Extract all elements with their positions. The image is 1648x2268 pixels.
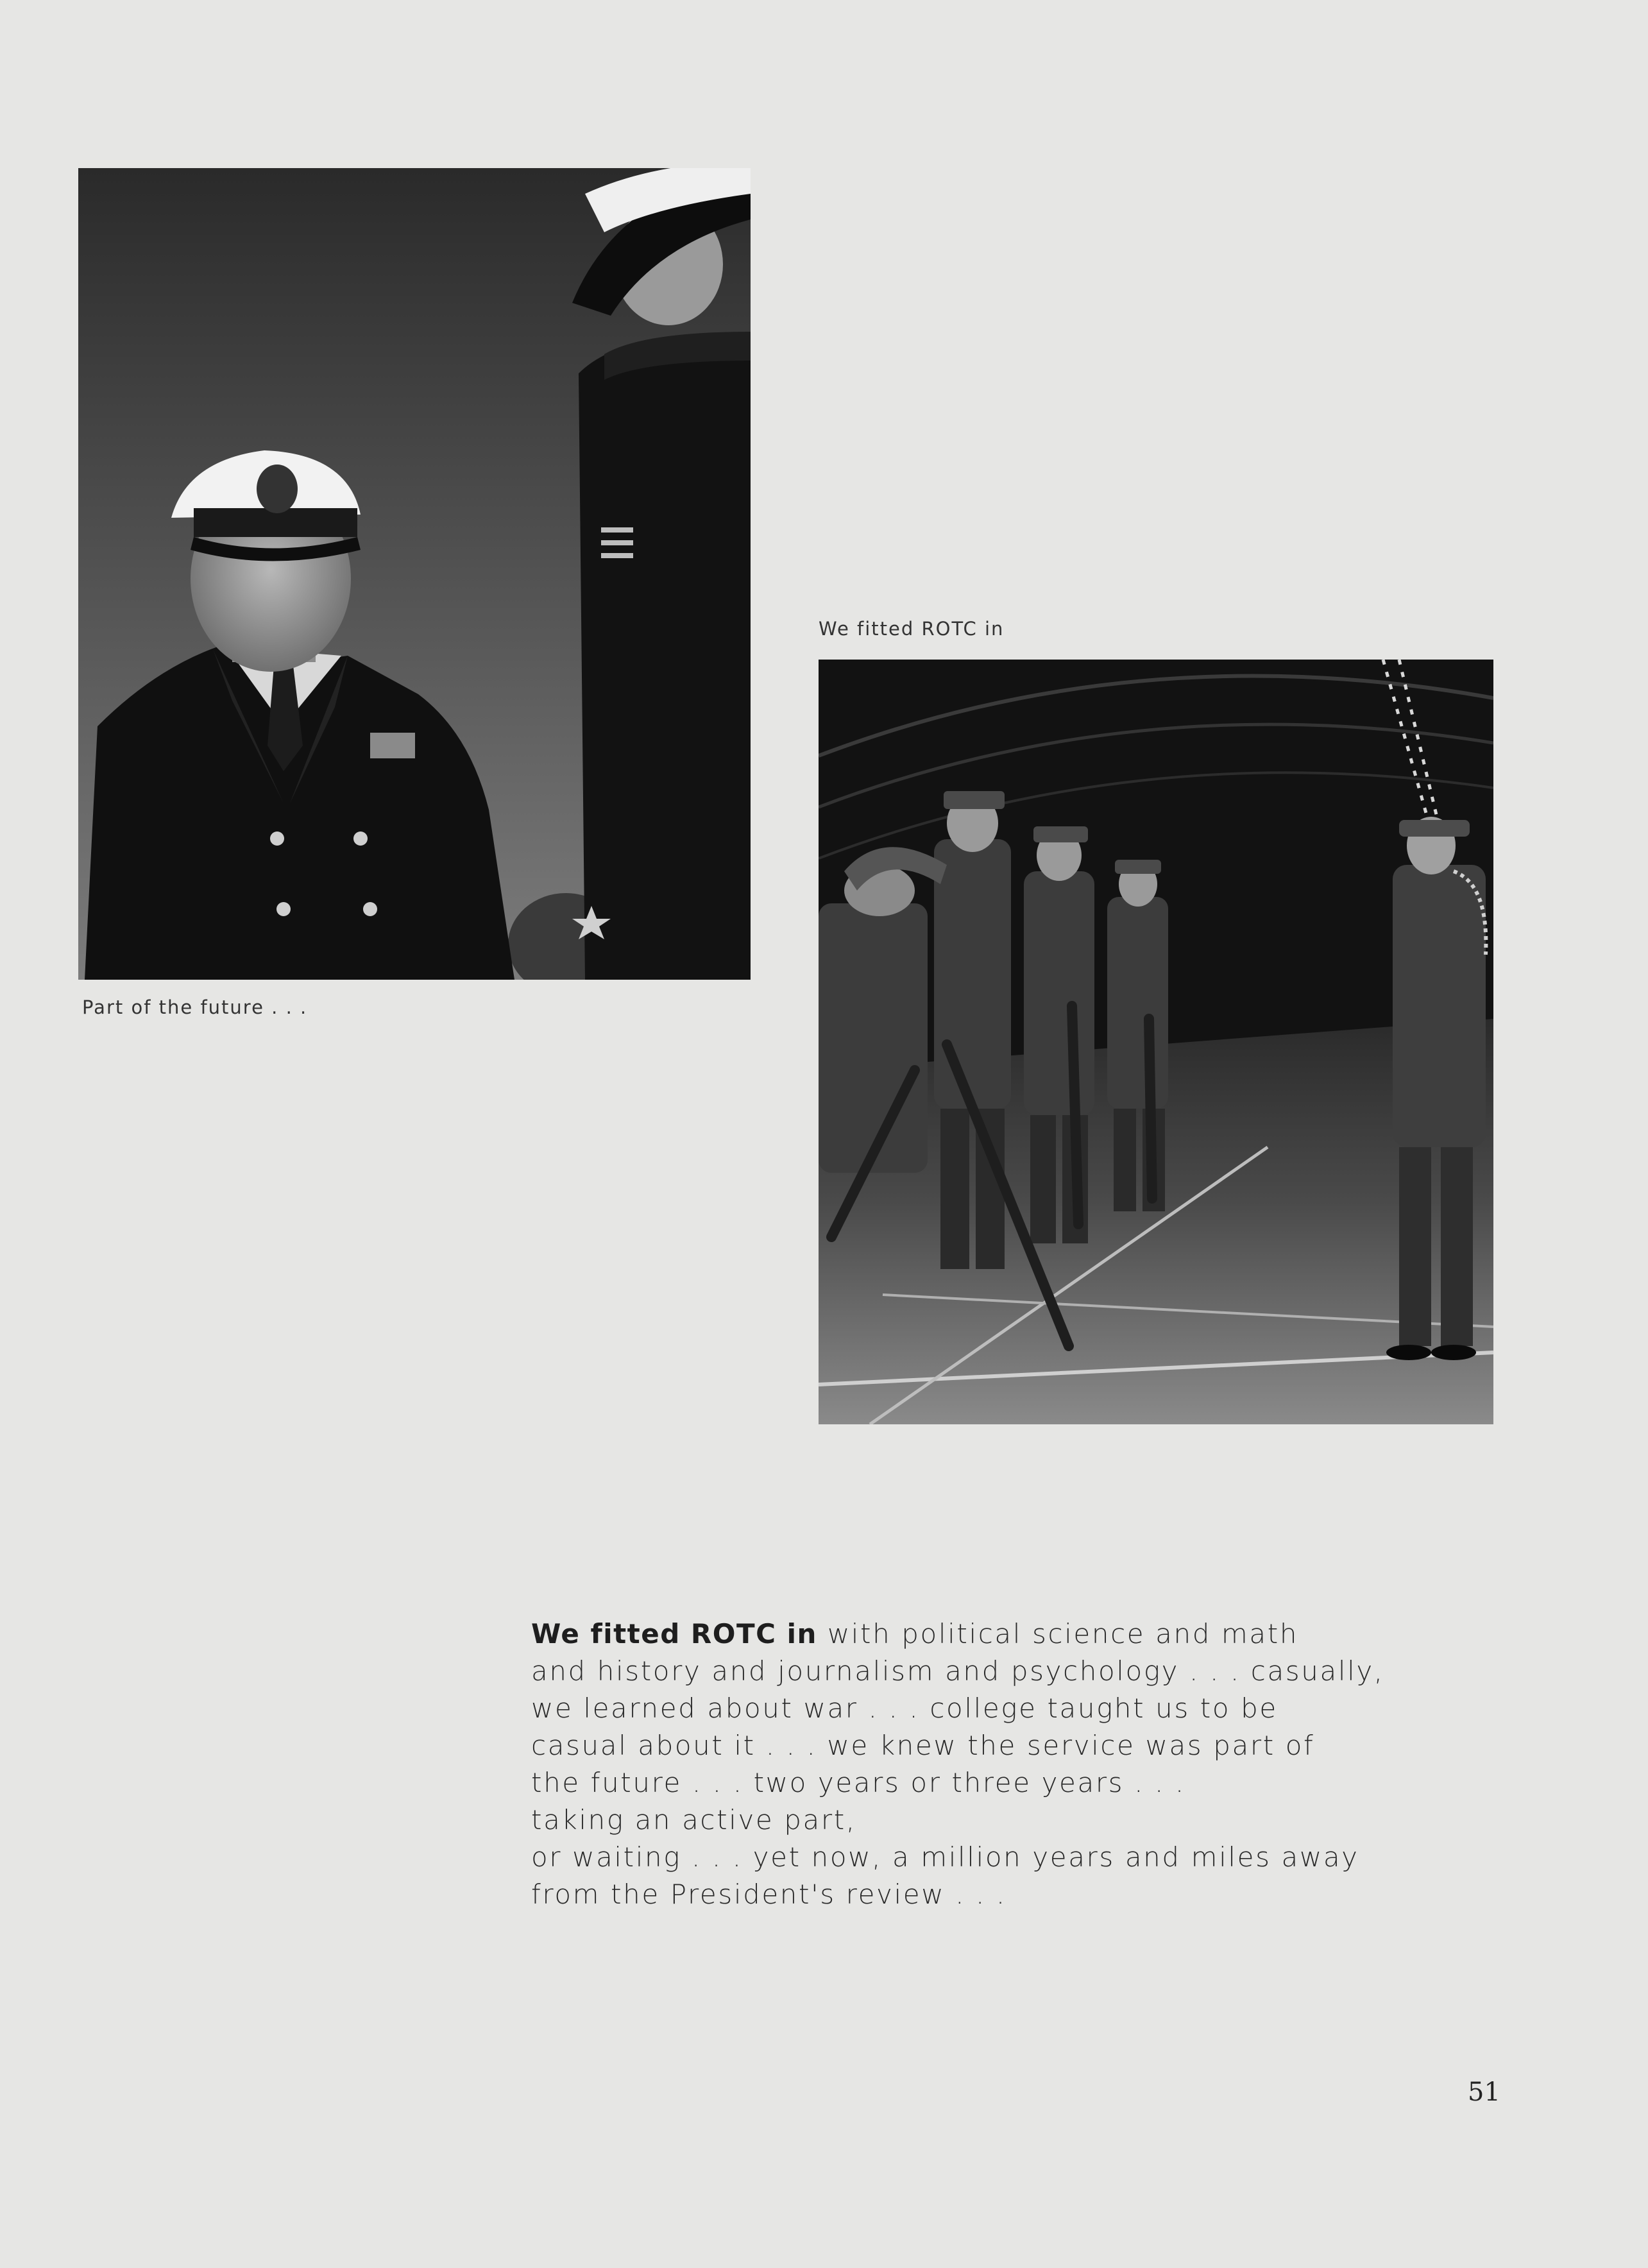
body-line: the future . . . two years or three years . . . [531, 1767, 1185, 1798]
body-line: and history and journalism and psychology . . . casually, [531, 1655, 1384, 1687]
caption-left-photo: Part of the future . . . [82, 996, 308, 1018]
body-line: or waiting . . . yet now, a million years and miles away [531, 1841, 1359, 1873]
body-line: taking an active part, [531, 1804, 856, 1836]
body-line: from the President's review . . . [531, 1879, 1007, 1910]
naval-officer-illustration [78, 168, 751, 980]
photo-naval-officer [78, 168, 751, 980]
body-line-1-rest: with political science and math [817, 1618, 1299, 1650]
rotc-cadets-illustration [819, 660, 1493, 1424]
body-line: casual about it . . . we knew the service was part of [531, 1730, 1315, 1761]
body-line: we learned about war . . . college taught us to be [531, 1692, 1278, 1724]
photo-rotc-cadets [819, 660, 1493, 1424]
body-lead-phrase: We fitted ROTC in [531, 1618, 817, 1650]
body-text-block [531, 1616, 1384, 1913]
page-number: 51 [1468, 2077, 1500, 2107]
body-line-1 [531, 1616, 1365, 1653]
caption-right-photo: We fitted ROTC in [819, 618, 1005, 640]
